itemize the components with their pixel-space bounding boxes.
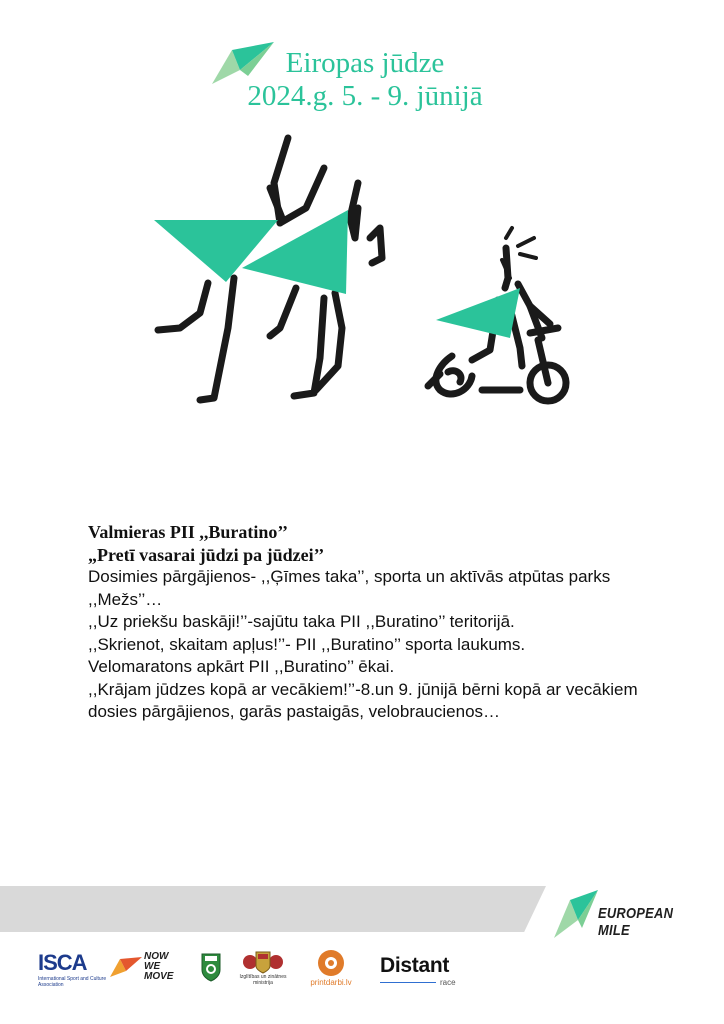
european-mile-logo-icon [552, 888, 600, 940]
isca-logo: ISCA International Sport and Culture Association [38, 950, 107, 988]
heading-slogan: „Pretī vasarai jūdzi pa jūdzei’’ [88, 544, 325, 565]
stick-figures-illustration [110, 128, 580, 418]
activity-paragraph: ,,Skrienot, skaitam apļus!’’- PII ,,Buratino’’ sporta laukums. [88, 634, 526, 654]
activity-paragraph: ,,Krājam jūdzes kopā ar vecākiem!’’-8.un 9. jūnijā bērni kopā ar vecākiem dosies pārgājienos, garās pastaigās, velobraucienos… [88, 679, 638, 721]
activity-paragraph: Dosimies pārgājienos- ,,Ģīmes taka’’, sporta un aktīvās atpūtas parks ,,Mežs’’… [88, 567, 611, 609]
distant-underline [380, 982, 436, 983]
lsfp-shield-icon [200, 952, 222, 982]
european-mile-label: EUROPEAN MILE [598, 905, 674, 939]
now-we-move-icon [108, 955, 144, 979]
ministry-logo: Izglītības un zinātnes ministrija [236, 948, 290, 986]
footer-band [0, 886, 546, 932]
printdarbi-logo: printdarbi.lv [306, 948, 356, 987]
event-dates: 2024.g. 5. - 9. jūnijā [247, 80, 483, 112]
activity-paragraph: ,,Uz priekšu baskāji!’’-sajūtu taka PII ,,Buratino’’ teritorijā. [88, 612, 515, 631]
distant-race-logo: Distant race [380, 954, 456, 987]
now-we-move-logo: NOW WE MOVE [108, 952, 184, 982]
page-title: Eiropas jūdze [285, 47, 445, 79]
heading-school: Valmieras PII ,,Buratino’’ [88, 522, 288, 542]
printdarbi-icon [306, 948, 356, 978]
event-description [88, 521, 648, 724]
activity-paragraph: Velomaratons apkārt PII ,,Buratino’’ ēkai. [88, 657, 395, 676]
coat-of-arms-icon [236, 948, 290, 974]
